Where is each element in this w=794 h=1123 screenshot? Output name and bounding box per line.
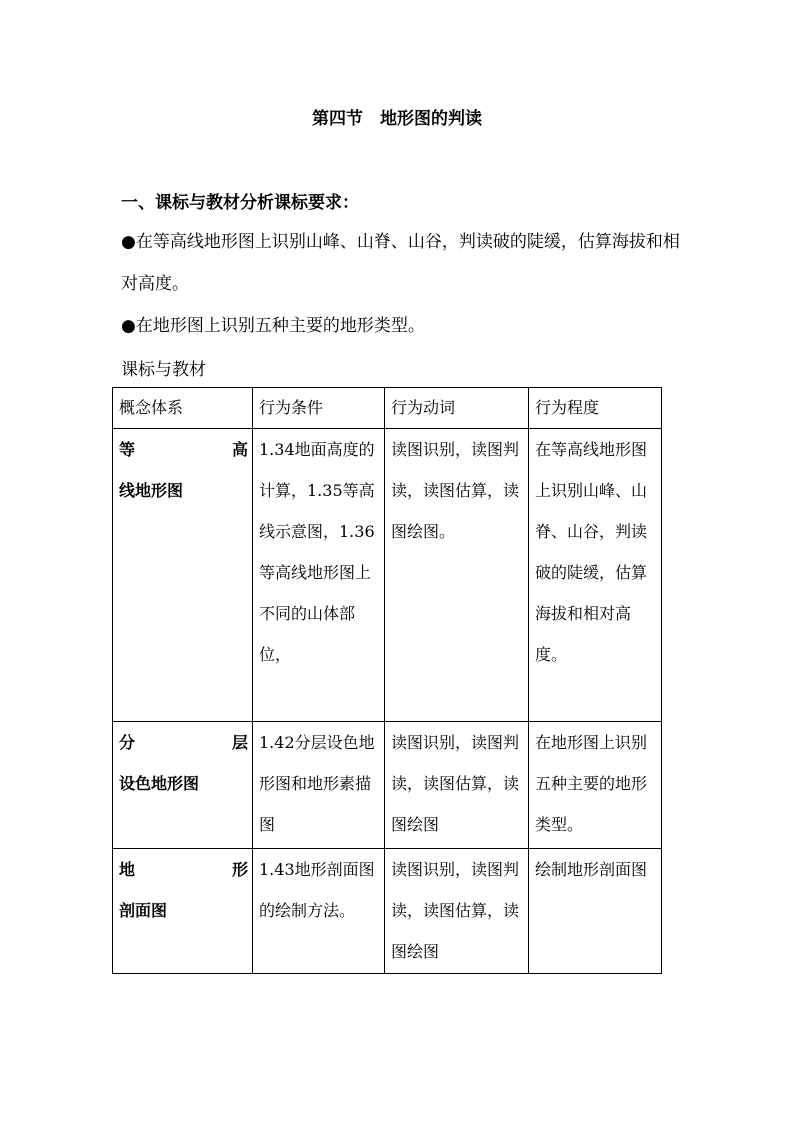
concept-line-1: 地形 <box>119 860 248 879</box>
degree-cell: 在等高线地形图上识别山峰、山脊、山谷，判读破的陡缓，估算海拔和相对高度。 <box>529 429 662 722</box>
table-header-row <box>113 388 662 429</box>
condition-cell: 1.43地形剖面图的绘制方法。 <box>253 849 385 974</box>
header-verb: 行为动词 <box>385 388 529 429</box>
requirement-1: ●在等高线地形图上识别山峰、山脊、山谷，判读破的陡缓，估算海拔和相对高度。 <box>121 232 680 294</box>
verb-cell: 读图识别，读图判读，读图估算，读图绘图 <box>385 849 529 974</box>
concept-cell <box>113 429 253 722</box>
header-condition: 行为条件 <box>253 388 385 429</box>
verb-cell: 读图识别，读图判读，读图估算，读图绘图 <box>385 722 529 849</box>
degree-cell: 绘制地形剖面图 <box>529 849 662 974</box>
table-caption: 课标与教材 <box>121 360 206 380</box>
concept-line-2: 线地形图 <box>119 481 184 500</box>
condition-cell: 1.34地面高度的计算，1.35等高线示意图，1.36等高线地形图上不同的山体部位， <box>253 429 385 722</box>
curriculum-table <box>112 387 662 974</box>
verb-cell: 读图识别，读图判读，读图估算，读图绘图。 <box>385 429 529 722</box>
concept-line-2: 设色地形图 <box>119 774 200 793</box>
section-heading: 一、课标与教材分析课标要求： <box>121 193 359 213</box>
condition-cell: 1.42分层设色地形图和地形素描图 <box>253 722 385 849</box>
page-title: 第四节 地形图的判读 <box>312 109 482 129</box>
table-row <box>113 429 662 722</box>
concept-cell <box>113 722 253 849</box>
header-concept: 概念体系 <box>113 388 253 429</box>
requirement-2: ●在地形图上识别五种主要的地形类型。 <box>121 316 425 336</box>
concept-cell <box>113 849 253 974</box>
concept-line-1: 分层 <box>119 733 248 752</box>
table-row <box>113 722 662 849</box>
concept-line-1: 等高 <box>119 440 248 459</box>
degree-cell: 在地形图上识别五种主要的地形类型。 <box>529 722 662 849</box>
table-row <box>113 849 662 974</box>
header-degree: 行为程度 <box>529 388 662 429</box>
concept-line-2: 剖面图 <box>119 901 168 920</box>
